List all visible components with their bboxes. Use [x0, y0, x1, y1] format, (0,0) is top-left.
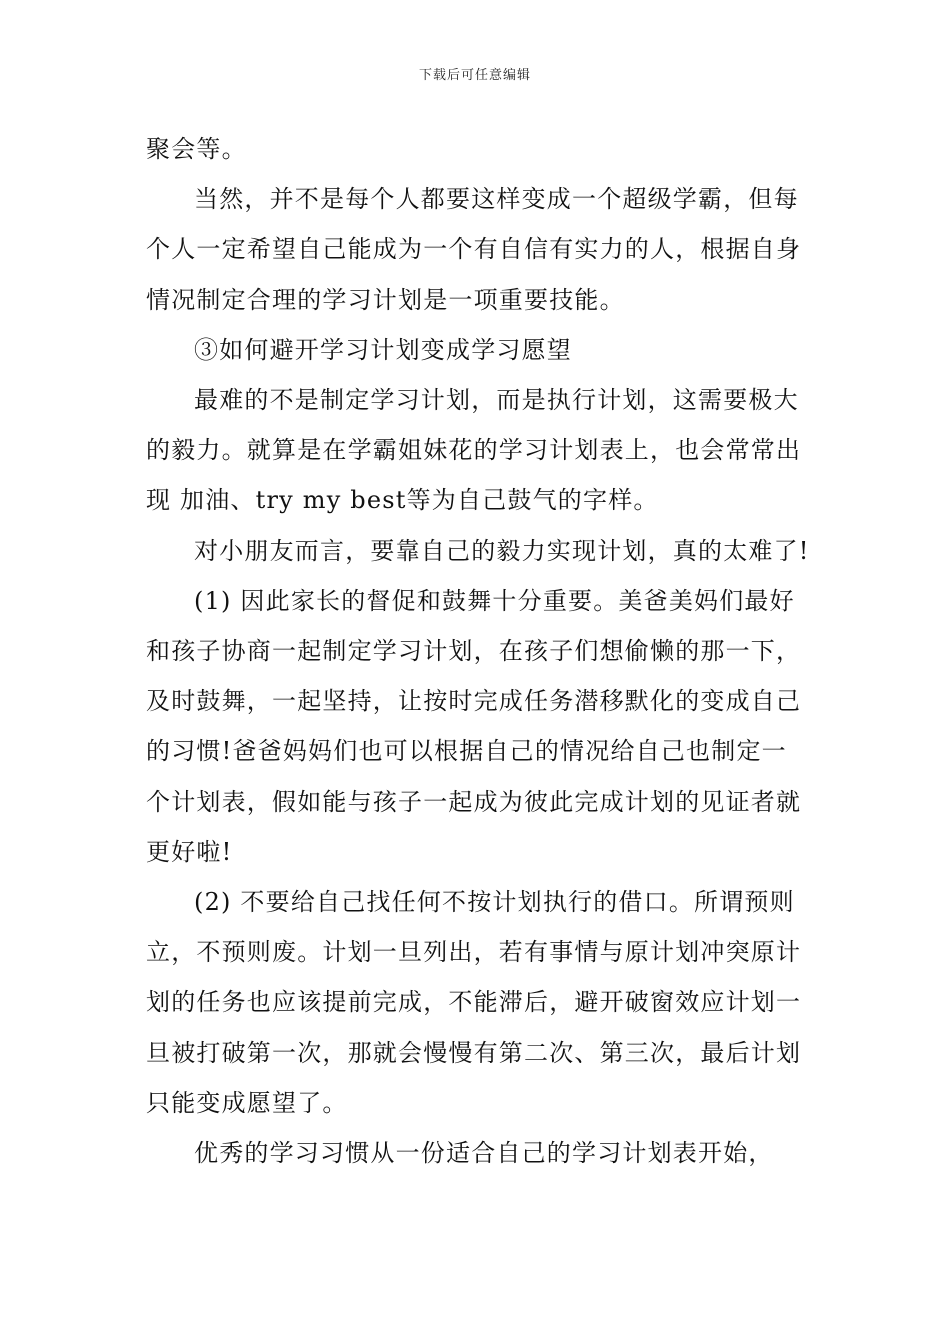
paragraph-point-2: (2) 不要给自己找任何不按计划执行的借口。所谓预则立，不预则废。计划一旦列出，若有事情与原计划冲突原计划的任务也应该提前完成，不能滞后，避开破窗效应计划一旦被打破第一次，那就会慢慢有第二次、第三次，最后计划只能变成愿望了。 — [146, 888, 802, 1117]
page-header: 下载后可任意编辑 — [418, 68, 531, 83]
document-body — [146, 124, 810, 1178]
paragraph-execution: 最难的不是制定学习计划，而是执行计划，这需要极大的毅力。就算是在学霸姐妹花的学习计划表上，也会常常出现 加油、try my best等为自己鼓气的字样。 — [146, 386, 802, 515]
paragraph-point-1: (1) 因此家长的督促和鼓舞十分重要。美爸美妈们最好和孩子协商一起制定学习计划，在孩子们想偷懒的那一下，及时鼓舞，一起坚持，让按时完成任务潜移默化的变成自己的习惯!爸爸妈妈们也可以根据自己的情况给自己也制定一个计划表，假如能与孩子一起成为彼此完成计划的见证者就更好啦! — [146, 586, 802, 866]
paragraph-continuation: 聚会等。 — [146, 135, 247, 163]
paragraph-children: 对小朋友而言，要靠自己的毅力实现计划，真的太难了! — [194, 536, 810, 565]
paragraph-closing: 优秀的学习习惯从一份适合自己的学习计划表开始， — [194, 1139, 774, 1168]
paragraph-skill: 当然，并不是每个人都要这样变成一个超级学霸，但每个人一定希望自己能成为一个有自信有实力的人，根据自身情况制定合理的学习计划是一项重要技能。 — [146, 185, 802, 314]
section-heading: ③如何避开学习计划变成学习愿望 — [194, 335, 572, 364]
